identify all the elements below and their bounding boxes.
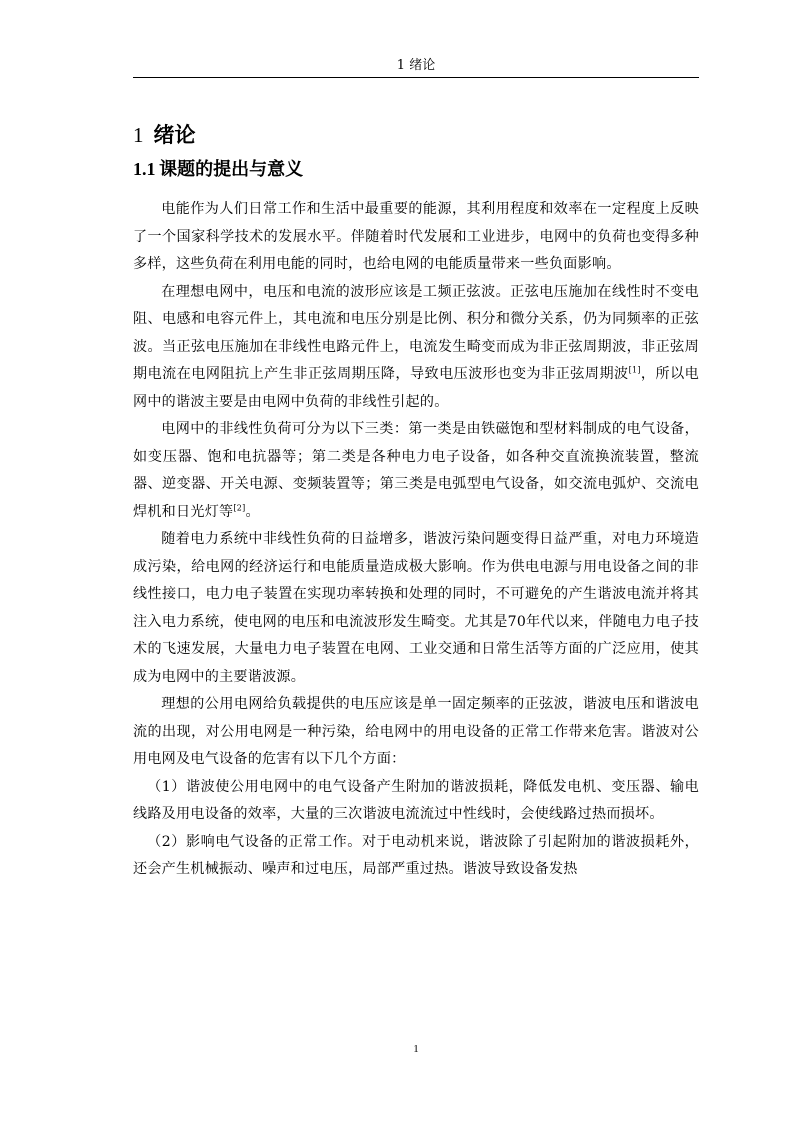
paragraph-5: 理想的公用电网给负载提供的电压应该是单一固定频率的正弦波，谐波电压和谐波电流的出现，对公用电网是一种污染，给电网中的用电设备的正常工作带来危害。谐波对公用电网及电气设备的危害有以下几个方面： (133, 696, 699, 767)
citation-1: [1] (628, 365, 641, 375)
chapter-title: 绪论 (153, 123, 196, 147)
paragraph-3-text-b: 。 (245, 503, 260, 520)
header-rule (133, 77, 699, 78)
page-body (133, 118, 699, 884)
paragraph-2 (133, 279, 699, 417)
chapter-number: 1 (133, 123, 144, 147)
section-number: 1.1 (133, 159, 156, 179)
running-header: 1 绪论 (396, 58, 436, 73)
paragraph-2-text-a: 在理想电网中，电压和电流的波形应该是工频正弦波。正弦电压施加在线性时不变电阻、电感和电容元件上，其电流和电压分别是比例、积分和微分关系，仍为同频率的正弦波。当正弦电压施加在非线性电路元件上，电流发生畸变而成为非正弦周期波，非正弦周期电流在电网阻抗上产生非正弦周期压降，导致电压波形也变为非正弦周期波 (133, 283, 699, 382)
list-item-1: （1）谐波使公用电网中的电气设备产生附加的谐波损耗，降低发电机、变压器、输电线路及用电设备的效率，大量的三次谐波电流流过中性线时，会使线路过热而损坏。 (133, 778, 699, 822)
list-item-2: （2）影响电气设备的正常工作。对于电动机来说，谐波除了引起附加的谐波损耗外，还会产生机械振动、噪声和过电压，局部严重过热。谐波导致设备发热 (133, 833, 699, 877)
page-number: 1 (413, 1043, 419, 1055)
section-title: 课题的提出与意义 (159, 159, 304, 180)
paragraph-4: 随着电力系统中非线性负荷的日益增多，谐波污染问题变得日益严重，对电力环境造成污染，给电网的经济运行和电能质量造成极大影响。作为供电电源与用电设备之间的非线性接口，电力电子装置在实现功率转换和处理的同时，不可避免的产生谐波电流并将其注入电力系统，使电网的电压和电流波形发生畸变。尤其是70年代以来，伴随电力电子技术的飞速发展，大量电力电子装置在电网、工业交通和日常生活等方面的广泛应用，使其成为电网中的主要谐波源。 (133, 531, 699, 685)
paragraph-3-text-a: 电网中的非线性负荷可分为以下三类：第一类是由铁磁饱和型材料制成的电气设备，如变压器、饱和电抗器等；第二类是各种电力电子设备，如各种交直流换流装置，整流器、逆变器、开关电源、变频装置等；第三类是电弧型电气设备，如交流电弧炉、交流电焊机和日光灯等 (133, 421, 699, 520)
chapter-heading (133, 118, 699, 152)
paragraph-3 (133, 416, 699, 526)
section-heading (133, 154, 699, 185)
citation-2: [2] (233, 502, 246, 512)
paragraph-2-text-b: ，所以电网中的谐波主要是由电网中负荷的非线性引起的。 (133, 366, 700, 410)
paragraph-1: 电能作为人们日常工作和生活中最重要的能源，其利用程度和效率在一定程度上反映了一个国家科学技术的发展水平。伴随着时代发展和工业进步，电网中的负荷也变得多种多样，这些负荷在利用电能的同时，也给电网的电能质量带来一些负面影响。 (133, 201, 699, 272)
